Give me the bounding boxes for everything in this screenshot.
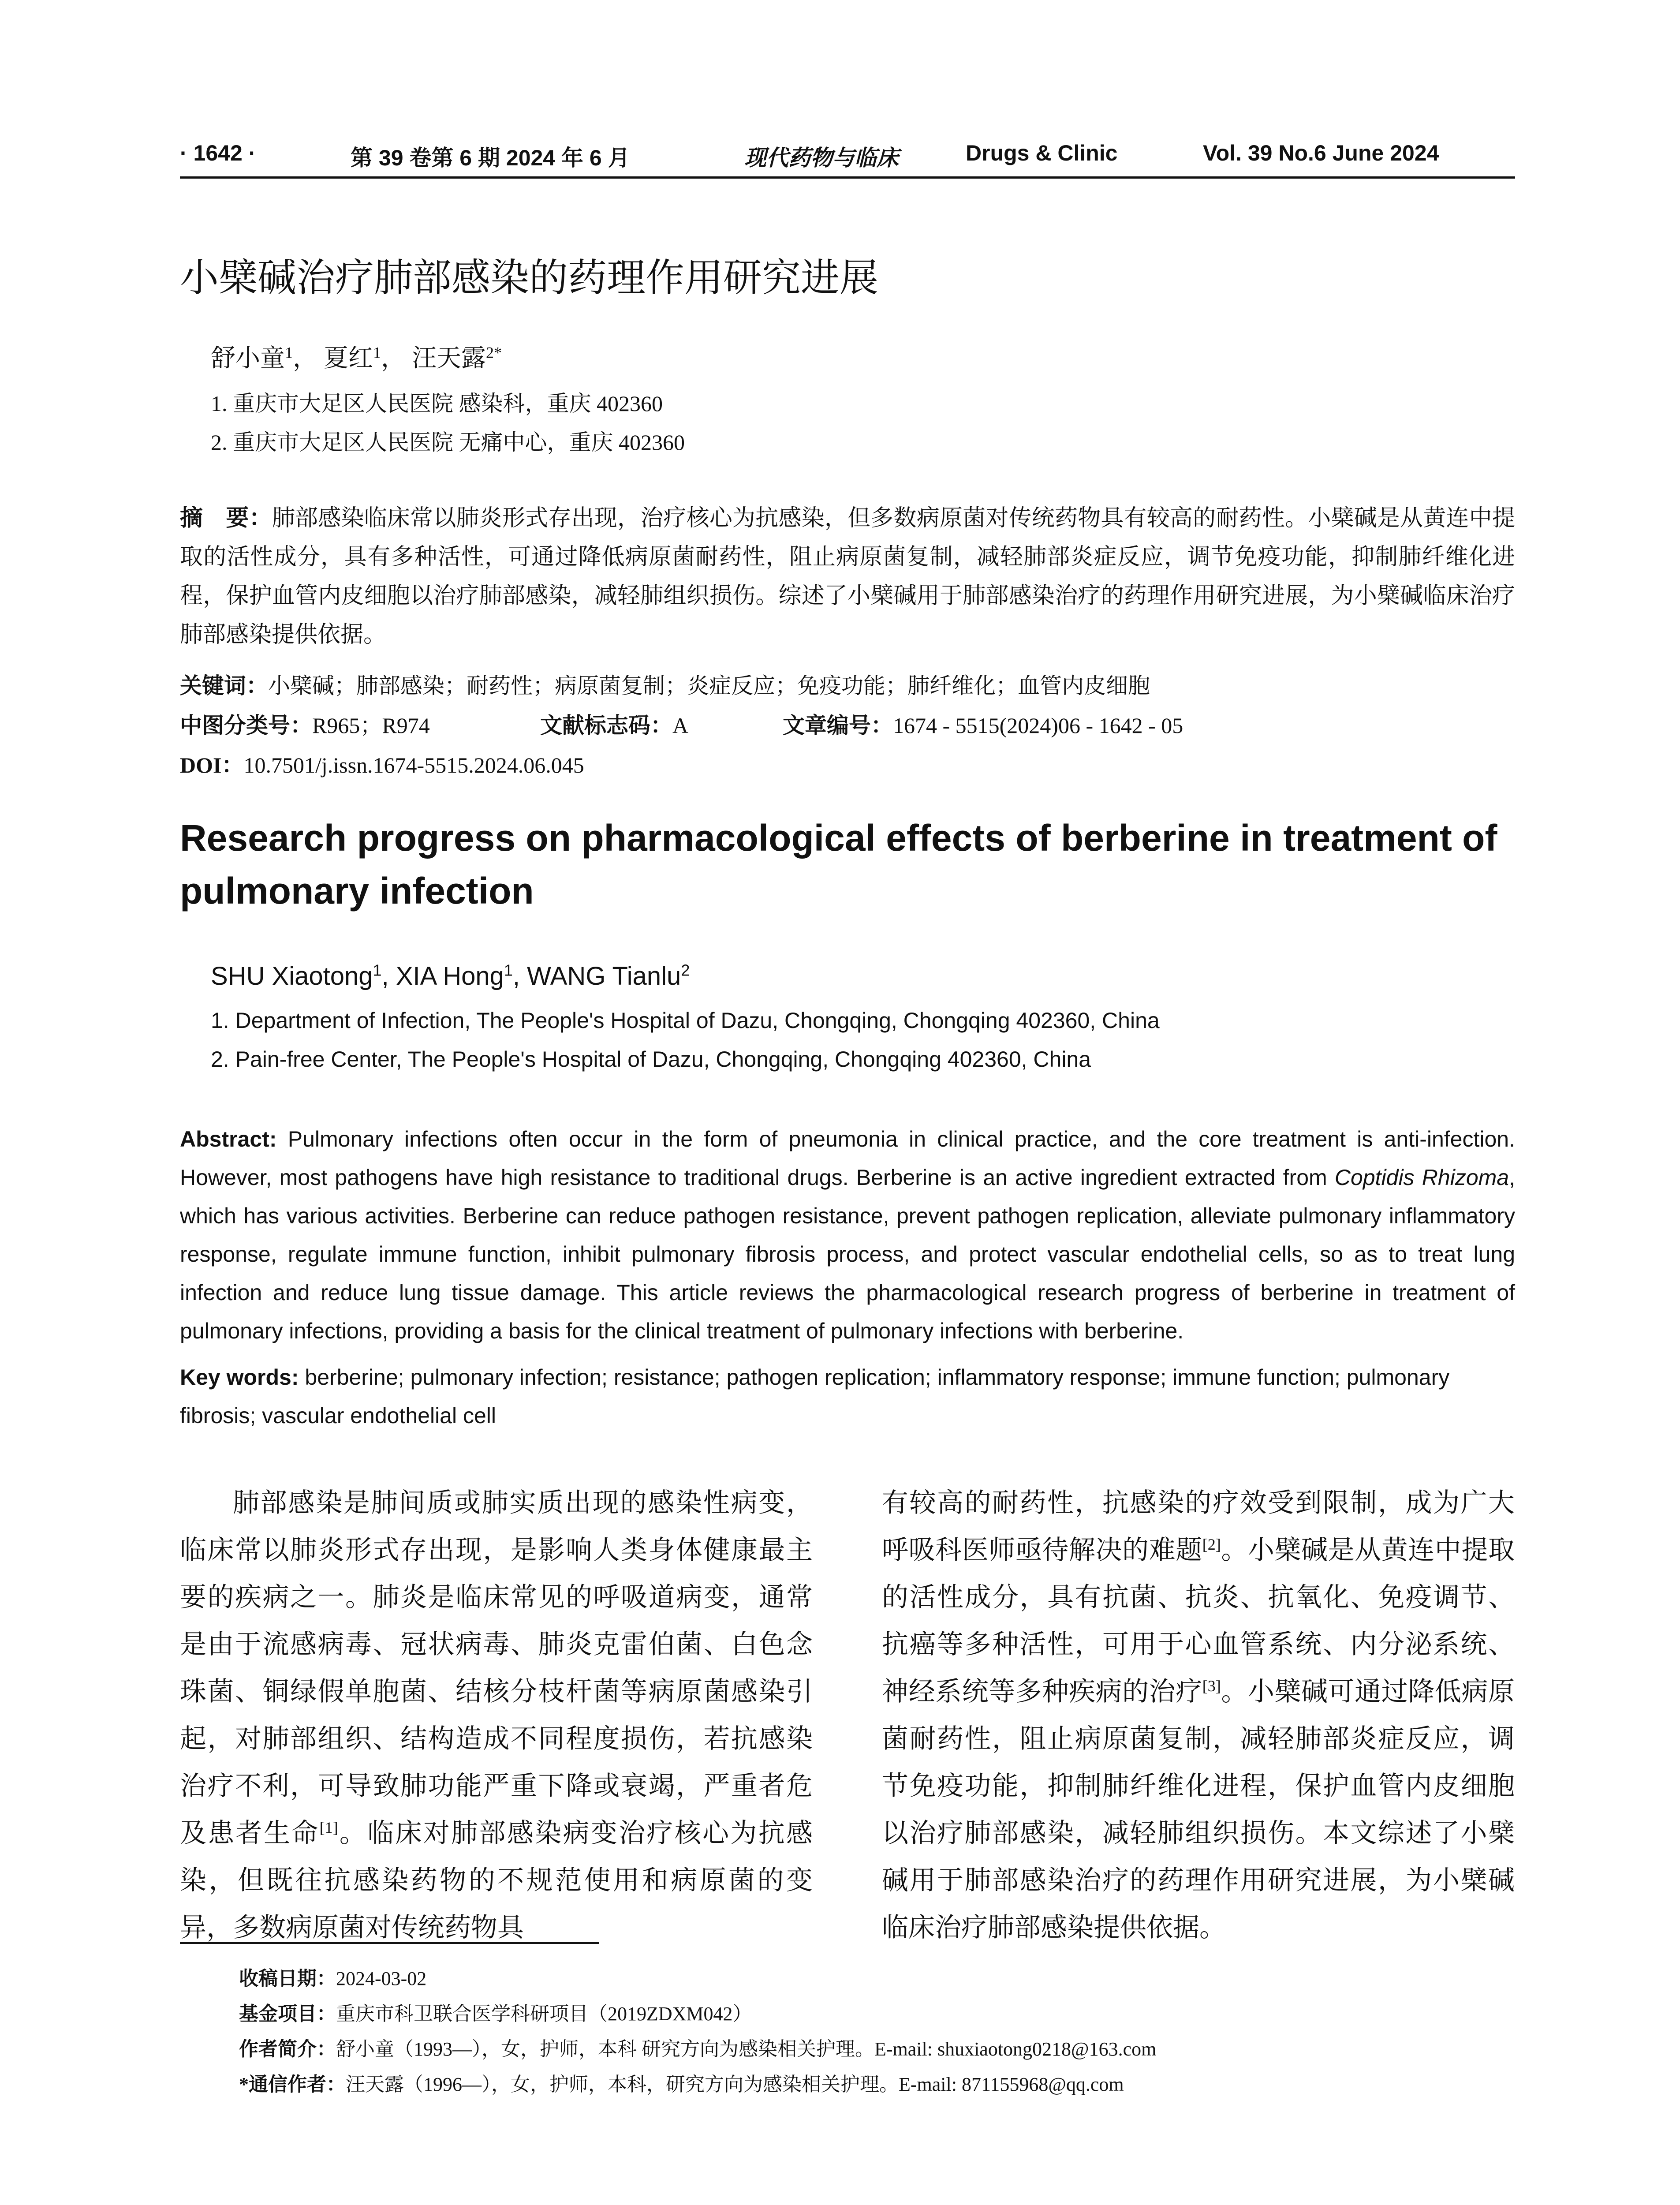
citation: [3] bbox=[1202, 1677, 1221, 1695]
author-cn-2: 夏红 bbox=[324, 345, 373, 372]
author-cn-1: 舒小童 bbox=[211, 345, 285, 372]
author-en-2: XIA Hong bbox=[396, 962, 504, 990]
issue-en: Vol. 39 No.6 June 2024 bbox=[1203, 141, 1439, 165]
keywords-en-label: Key words: bbox=[180, 1365, 299, 1390]
keywords-en-text: berberine; pulmonary infection; resistance; pathogen replication; inflammatory response; immune function; pulmonary fibrosis; vascular endothelial cell bbox=[180, 1365, 1450, 1428]
document-code bbox=[540, 708, 688, 740]
body-column-right bbox=[882, 1480, 1515, 1951]
footnote-label: 作者简介： bbox=[239, 2038, 336, 2060]
header-rule bbox=[180, 176, 1515, 179]
abstract-en bbox=[180, 1120, 1515, 1350]
title-cn: 小檗碱治疗肺部感染的药理作用研究进展 bbox=[180, 257, 879, 300]
keywords-cn bbox=[180, 668, 1150, 700]
keywords-cn-label: 关键词： bbox=[180, 673, 268, 698]
doi-value: 10.7501/j.issn.1674-5515.2024.06.045 bbox=[243, 753, 584, 777]
footnote-corresponding-author bbox=[239, 2068, 1124, 2097]
author-en-3-affil: 2 bbox=[681, 961, 690, 979]
footnote-received bbox=[239, 1962, 426, 1991]
affiliation-cn-2: 2. 重庆市大足区人民医院 无痛中心，重庆 402360 bbox=[211, 430, 685, 455]
doc-code-value: A bbox=[672, 713, 689, 738]
author-en-2-affil: 1 bbox=[504, 961, 513, 979]
body-paragraph bbox=[882, 1480, 1515, 1951]
author-cn-3-affil: 2* bbox=[486, 344, 502, 362]
abstract-cn-label: 摘 要： bbox=[180, 506, 272, 531]
footnote-label: *通信作者： bbox=[239, 2074, 346, 2095]
issue-cn: 第 39 卷第 6 期 2024 年 6 月 bbox=[351, 146, 630, 170]
abstract-en-text-2: , which has various activities. Berberine can reduce pathogen resistance, prevent pathogen replication, alleviate pulmonary inflammatory response, regulate immune function, inhibit pulmonary fibrosis process, and protect vascular endothelial cells, so as to treat lung infection and reduce lung tissue damage. This article reviews the pharmacological research progress of berberine in treatment of pulmonary infections, providing a basis for the clinical treatment of pulmonary infections with berberine. bbox=[180, 1165, 1515, 1343]
affiliation-en-1: 1. Department of Infection, The People's Hospital of Dazu, Chongqing, Chongqing 402360, China bbox=[211, 1008, 1160, 1033]
footnote-author-bio bbox=[239, 2033, 1156, 2061]
citation: [2] bbox=[1202, 1536, 1221, 1553]
body-text: 。小檗碱可通过降低病原菌耐药性，阻止病原菌复制，减轻肺部炎症反应，调节免疫功能，抑制肺纤维化进程，保护血管内皮细胞以治疗肺部感染，减轻肺组织损伤。本文综述了小檗碱用于肺部感染治疗的药理作用研究进展，为小檗碱临床治疗肺部感染提供依据。 bbox=[882, 1677, 1515, 1942]
keywords-cn-text: 小檗碱；肺部感染；耐药性；病原菌复制；炎症反应；免疫功能；肺纤维化；血管内皮细胞 bbox=[268, 673, 1150, 698]
author-en-3: WANG Tianlu bbox=[527, 962, 681, 990]
body-column-left bbox=[180, 1480, 813, 1951]
keywords-en bbox=[180, 1358, 1515, 1435]
body-text: 肺部感染是肺间质或肺实质出现的感染性病变，临床常以肺炎形式存出现，是影响人类身体健康最主要的疾病之一。肺炎是临床常见的呼吸道病变，通常是由于流感病毒、冠状病毒、肺炎克雷伯菌、白色念珠菌、铜绿假单胞菌、结核分枝杆菌等病原菌感染引起，对肺部组织、结构造成不同程度损伤，若抗感染治疗不利，可导致肺功能严重下降或衰竭，严重者危及患者生命 bbox=[180, 1488, 813, 1848]
footnote-rule bbox=[180, 1942, 599, 1944]
author-cn-2-affil: 1 bbox=[373, 344, 381, 362]
classification-line bbox=[180, 708, 430, 740]
abstract-cn bbox=[180, 499, 1515, 654]
author-cn-1-affil: 1 bbox=[285, 344, 293, 362]
journal-name-cn: 现代药物与临床 bbox=[744, 145, 899, 171]
body-text: 有较高的耐药性，抗感染的疗效受到限制，成为广大呼吸科医师亟待解决的难题 bbox=[882, 1488, 1515, 1565]
author-cn-3: 汪天露 bbox=[412, 345, 486, 372]
doc-code-label: 文献标志码： bbox=[540, 713, 672, 738]
clc-label: 中图分类号： bbox=[180, 713, 312, 738]
authors-en bbox=[211, 961, 690, 991]
body-text: 。临床对肺部感染病变治疗核心为抗感染，但既往抗感染药物的不规范使用和病原菌的变异，多数病原菌对传统药物具 bbox=[180, 1819, 813, 1942]
affiliation-cn-1: 1. 重庆市大足区人民医院 感染科，重庆 402360 bbox=[211, 391, 663, 416]
abstract-en-text-1: Pulmonary infections often occur in the form of pneumonia in clinical practice, and the core treatment is anti-infection. However, most pathogens have high resistance to traditional drugs. Berberine is an active ingredient extracted from bbox=[180, 1127, 1515, 1190]
footnote-text: 2024-03-02 bbox=[336, 1968, 427, 1989]
doi-label: DOI： bbox=[180, 753, 244, 777]
article-no-label: 文章编号： bbox=[783, 713, 893, 738]
author-separator: , bbox=[381, 962, 396, 990]
author-en-1-affil: 1 bbox=[373, 961, 382, 979]
authors-cn bbox=[211, 339, 502, 374]
doi-line bbox=[180, 747, 584, 779]
journal-name-en: Drugs & Clinic bbox=[966, 141, 1118, 165]
footnote-funding bbox=[239, 1998, 752, 2026]
footnote-text: 重庆市科卫联合医学科研项目（2019ZDXM042） bbox=[336, 2003, 752, 2025]
article-number bbox=[783, 708, 1183, 740]
footnote-text: 舒小童（1993—），女，护师，本科 研究方向为感染相关护理。E-mail: shuxiaotong0218@163.com bbox=[336, 2038, 1157, 2060]
author-separator: ， bbox=[381, 345, 406, 372]
author-separator: , bbox=[512, 962, 527, 990]
footnote-text: 汪天露（1996—），女，护师，本科，研究方向为感染相关护理。E-mail: 871155968@qq.com bbox=[346, 2074, 1124, 2095]
abstract-en-label: Abstract: bbox=[180, 1127, 277, 1151]
abstract-en-italic: Coptidis Rhizoma bbox=[1334, 1165, 1509, 1190]
affiliation-en-2: 2. Pain-free Center, The People's Hospital of Dazu, Chongqing, Chongqing 402360, China bbox=[211, 1047, 1091, 1072]
abstract-cn-text: 肺部感染临床常以肺炎形式存出现，治疗核心为抗感染，但多数病原菌对传统药物具有较高的耐药性。小檗碱是从黄连中提取的活性成分，具有多种活性，可通过降低病原菌耐药性，阻止病原菌复制，减轻肺部炎症反应，调节免疫功能，抑制肺纤维化进程，保护血管内皮细胞以治疗肺部感染，减轻肺组织损伤。综述了小檗碱用于肺部感染治疗的药理作用研究进展，为小檗碱临床治疗肺部感染提供依据。 bbox=[180, 506, 1515, 647]
citation: [1] bbox=[319, 1819, 338, 1836]
body-paragraph bbox=[180, 1480, 813, 1951]
body-text: 。小檗碱是从黄连中提取的活性成分，具有抗菌、抗炎、抗氧化、免疫调节、抗癌等多种活性，可用于心血管系统、内分泌系统、神经系统等多种疾病的治疗 bbox=[882, 1536, 1515, 1706]
clc-value: R965；R974 bbox=[312, 713, 430, 738]
page-number: · 1642 · bbox=[180, 141, 256, 165]
title-en: Research progress on pharmacological effects of berberine in treatment of pulmonary infection bbox=[180, 817, 1497, 912]
footnote-label: 收稿日期： bbox=[239, 1968, 336, 1989]
author-en-1: SHU Xiaotong bbox=[211, 962, 373, 990]
footnote-label: 基金项目： bbox=[239, 2003, 336, 2025]
article-no-value: 1674 - 5515(2024)06 - 1642 - 05 bbox=[893, 713, 1183, 738]
author-separator: ， bbox=[293, 345, 317, 372]
